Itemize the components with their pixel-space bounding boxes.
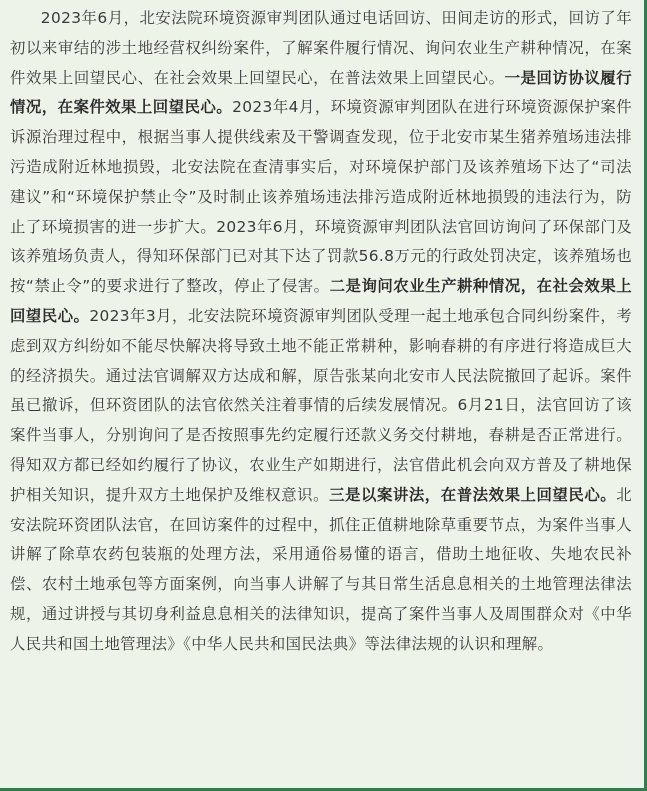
section-three-text: 北安法院环资团队法官，在回访案件的过程中，抓住正值耕地除草重要节点，为案件当事人讲解了除草农药包装瓶的处理方法，采用通俗易懂的语言，借助土地征收、失地农民补偿、农村土地承包等方面案例，向当事人讲解了与其日常生活息息相关的土地管理法律法规，通过讲授与其切身利益息息相关的法律知识，提高了案件当事人及周围群众对《中华人民共和国土地管理法》《中华人民共和国民法典》等法律法规的认识和理解。 [10, 485, 632, 653]
section-two-heading: 二是询问农业生产耕种情况，在社会效果上回望民心。 [10, 277, 633, 325]
article-paragraph [10, 4, 632, 660]
section-one-heading: 一是回访协议履行情况，在案件效果上回望民心。 [10, 68, 632, 117]
section-one-text: 2023年4月，环境资源审判团队在进行环境资源保护案件诉源治理过程中，根据当事人提供线索及干警调查发现，位于北安市某生猪养殖场违法排污造成附近林地损毁，北安法院在查清事实后，对环境保护部门及该养殖场下达了“司法建议”和“环境保护禁止令”及时制止该养殖场违法排污造成附近林地损毁的违法行为，防止了环境损害的进一步扩大。2023年6月，环境资源审判团队法官回访询问了环保部门及该养殖场负责人，得知环保部门已对其下达了罚款56.8万元的行政处罚决定，该养殖场也按“禁止令”的要求进行了整改，停止了侵害。 [10, 98, 632, 296]
intro-text: 2023年6月，北安法院环境资源审判团队通过电话回访、田间走访的形式，回访了年初以来审结的涉土地经营权纠纷案件，了解案件履行情况、询问农业生产耕种情况，在案件效果上回望民心、在社会效果上回望民心，在普法效果上回望民心。 [10, 9, 632, 87]
section-two-text: 2023年3月，北安法院环境资源审判团队受理一起土地承包合同纠纷案件，考虑到双方纠纷如不能尽快解决将导致土地不能正常耕种，影响春耕的有序进行将造成巨大的经济损失。通过法官调解双方达成和解，原告张某向北安市人民法院撤回了起诉。案件虽已撤诉，但环资团队的法官依然关注着事情的后续发展情况。6月21日，法官回访了该案件当事人，分别询问了是否按照事先约定履行还款义务交付耕地，春耕是否正常进行。得知双方都已经如约履行了协议，农业生产如期进行，法官借此机会向双方普及了耕地保护相关知识，提升双方土地保护及维权意识。 [10, 306, 632, 504]
section-three-heading: 三是以案讲法，在普法效果上回望民心。 [329, 485, 617, 504]
